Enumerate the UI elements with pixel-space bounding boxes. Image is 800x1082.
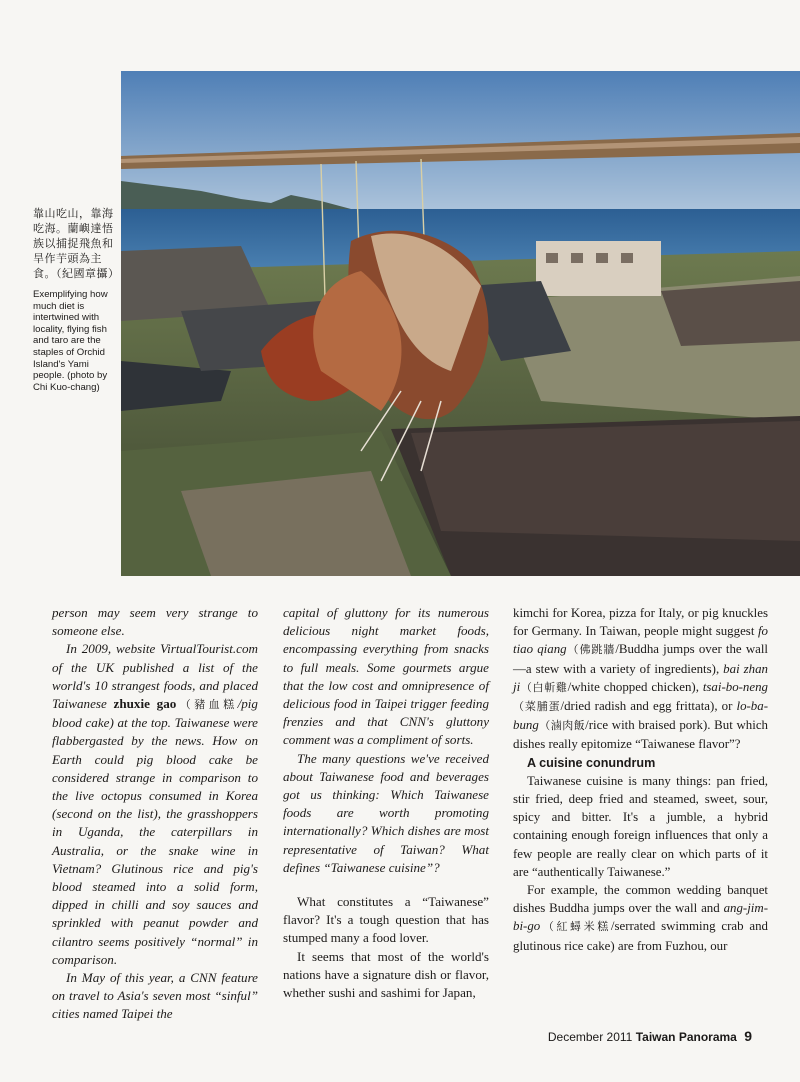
chinese-term: （豬血糕 bbox=[176, 698, 238, 712]
photo-caption bbox=[33, 206, 120, 393]
text-run: kimchi for Korea, pizza for Italy, or pig knuckles for Germany. In Taiwan, people might suggest bbox=[513, 606, 768, 639]
section-gap bbox=[283, 877, 489, 893]
caption-chinese: 靠山吃山，靠海吃海。蘭嶼達悟族以捕捉飛魚和旱作芋頭為主食。（紀國章攝） bbox=[33, 207, 120, 280]
paragraph: person may seem very strange to someone else. bbox=[52, 605, 258, 639]
paragraph bbox=[513, 881, 768, 955]
paragraph: The many questions we've received about Taiwanese food and beverages got us thinking: Which Taiwanese foods are worth promoting internationally? Which dishes are most representative of Taiwan? What defines “Taiwanese cuisine”? bbox=[283, 750, 489, 875]
text-run: /Buddha jumps over the wall—a stew with a variety of ingredients), bbox=[513, 642, 769, 676]
text-run: /serrated swimming crab and glutinous rice cake) are from Fuzhou, our bbox=[513, 919, 768, 953]
paragraph bbox=[52, 640, 258, 969]
term: fo tiao qiang bbox=[513, 624, 768, 657]
text-run: /pig blood cake) at the top. Taiwanese were flabbergasted by the news. How on Earth could pig blood cake be considered strange in comparison to the live octopus consumed in Korea (second on the list), the grasshoppers in Uganda, the caterpillars in Australia, or the snake wine in Vietnam? Glutinous rice and pig's blood steamed into a solid form, dipped in chilli and soy sauces and sprinkled with peanut powder and cilantro seems positively “normal” in comparison. bbox=[52, 696, 258, 967]
paragraph: Taiwanese cuisine is many things: pan fried, stir fried, deep fried and steamed, sweet, sour, spicy and bitter. It's a jumble, a hybrid containing enough foreign influences that only a few people are really clear on which parts of it are “authentically Taiwanese.” bbox=[513, 773, 768, 879]
text-run: /rice with braised pork). But which dishes really epitomize “Taiwanese flavor”? bbox=[513, 718, 768, 752]
text-run: For example, the common wedding banquet dishes Buddha jumps over the wall and bbox=[513, 883, 768, 916]
text-run: In 2009, website VirtualTourist.com of the UK published a list of the world's 10 strangest foods, and placed Taiwanese bbox=[52, 641, 258, 712]
chinese-term: （紅蟳米糕 bbox=[540, 920, 611, 934]
flying-fish-drying-illustration bbox=[121, 71, 800, 576]
magazine-name: Taiwan Panorama bbox=[635, 1030, 737, 1044]
text-run: /dried radish and egg frittata), or bbox=[560, 699, 737, 714]
column-3 bbox=[513, 604, 768, 955]
section-heading: A cuisine conundrum bbox=[527, 755, 656, 770]
chinese-term: （白斬雞 bbox=[520, 680, 568, 694]
paragraph: It seems that most of the world's nations have a signature dish or flavor, whether sushi and sashimi for Japan, bbox=[283, 948, 489, 1001]
column-1 bbox=[52, 604, 258, 1024]
paragraph: capital of gluttony for its numerous delicious night market foods, encompassing everything from snacks to full meals. Some gourmets argue that the low cost and omnipresence of delicious food in Taipei trigger feeding frenzies and that CNN's gluttony comment was a compliment of sorts. bbox=[283, 605, 489, 748]
term: lo-ba-bung bbox=[513, 699, 768, 733]
term: tsai-bo-neng bbox=[702, 679, 768, 694]
feature-photo bbox=[121, 71, 800, 576]
paragraph: What constitutes a “Taiwanese” flavor? It's a tough question that has stumped many a food lover. bbox=[283, 894, 489, 946]
text-run: /white chopped chicken), bbox=[567, 679, 703, 694]
page-footer bbox=[548, 1028, 752, 1044]
term: bai zhan ji bbox=[513, 661, 768, 694]
chinese-term: （菜脯蛋 bbox=[513, 700, 561, 714]
caption-english: Exemplifying how much diet is intertwined with locality, flying fish and taro are the staples of Orchid Island's Yami people. (photo by Chi Kuo-chang) bbox=[33, 289, 108, 393]
term: ang-jim-bi-go bbox=[513, 901, 768, 934]
issue-date: December 2011 bbox=[547, 1030, 633, 1044]
chinese-term: （滷肉飯 bbox=[538, 719, 586, 733]
chinese-term: （佛跳牆 bbox=[566, 643, 616, 657]
term: zhuxie gao bbox=[113, 696, 177, 712]
paragraph bbox=[513, 604, 768, 754]
paragraph: In May of this year, a CNN feature on travel to Asia's seven most “sinful” cities named Taipei the bbox=[52, 970, 258, 1022]
page-number: 9 bbox=[744, 1028, 752, 1044]
column-2 bbox=[283, 604, 489, 1002]
